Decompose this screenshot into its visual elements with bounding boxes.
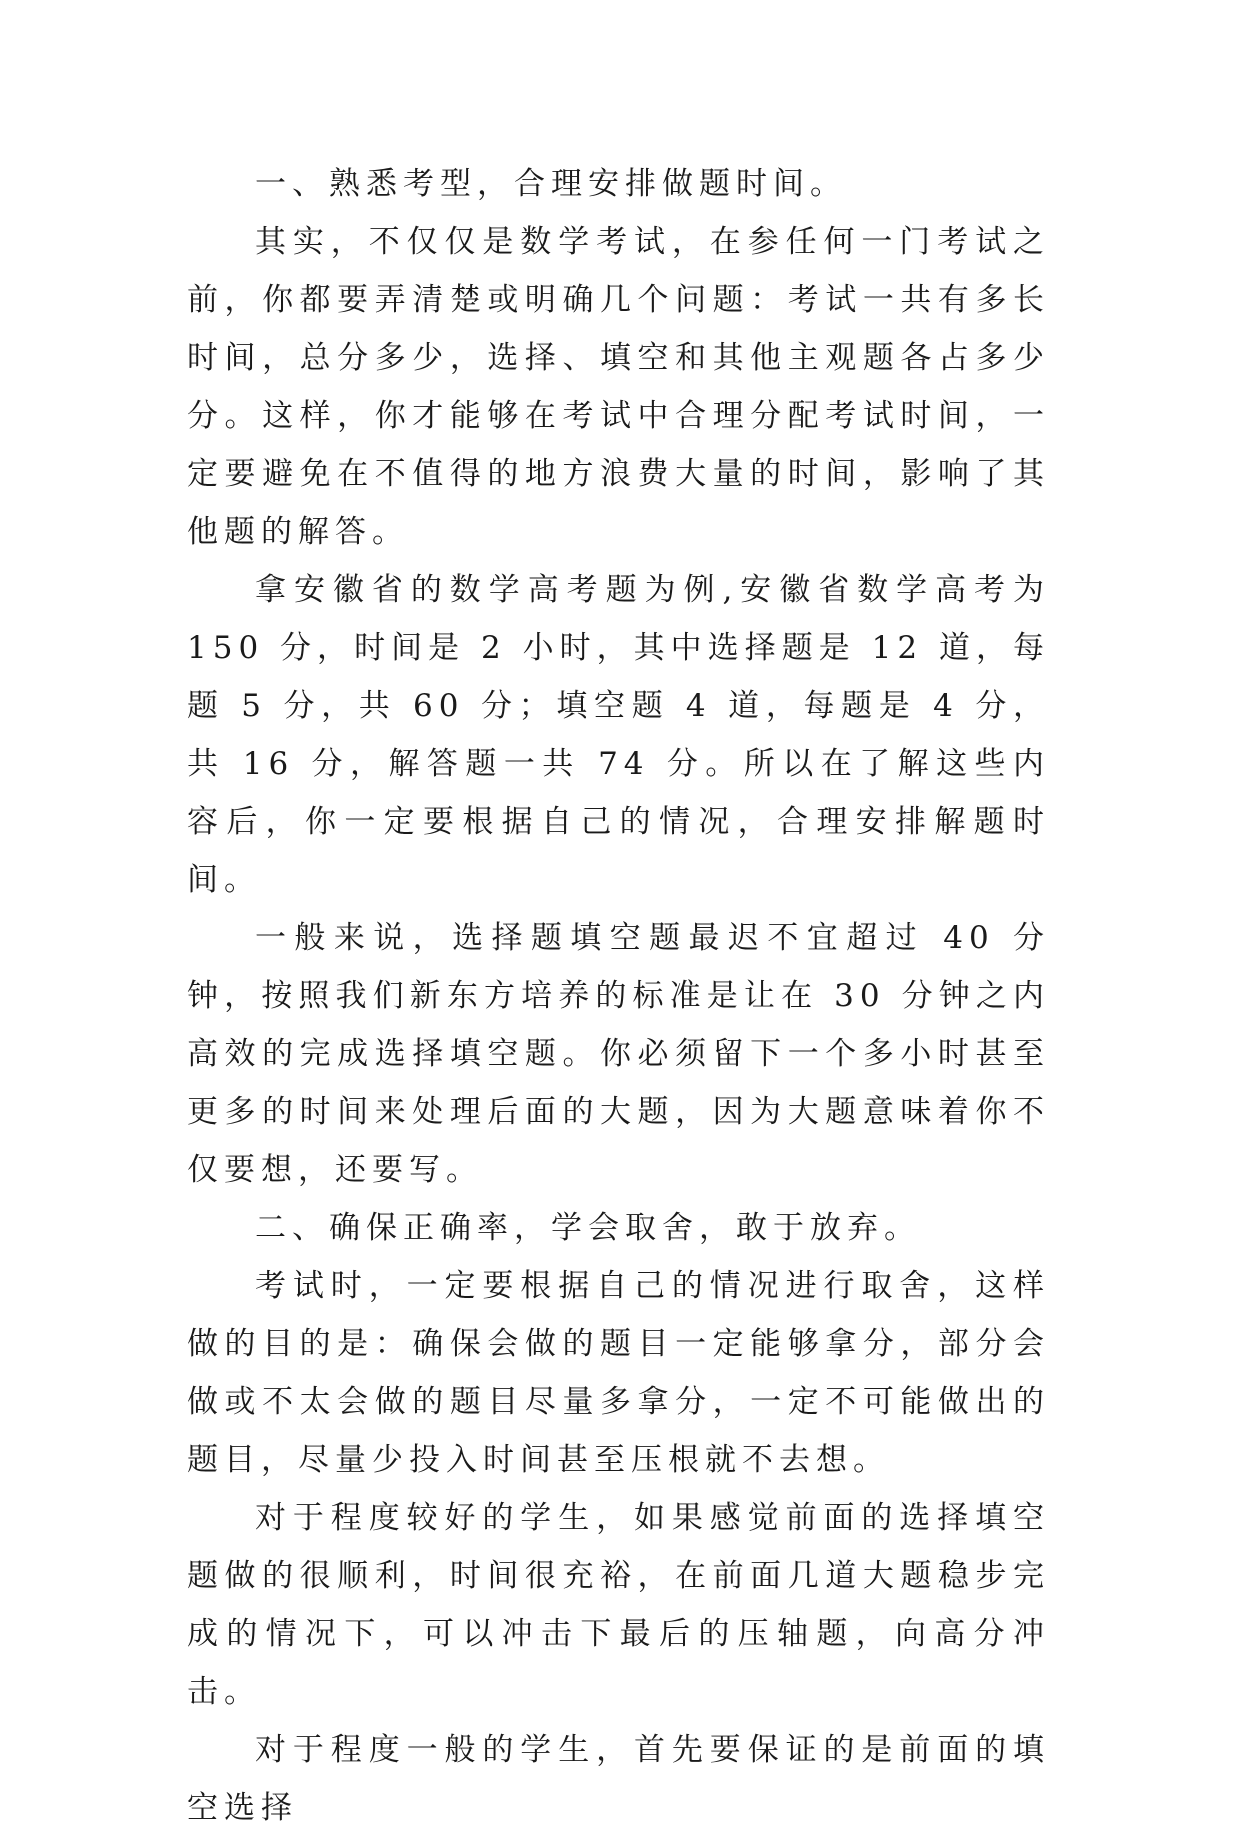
section-heading-1: 一、熟悉考型，合理安排做题时间。 <box>255 166 847 202</box>
paragraph: 考试时，一定要根据自己的情况进行取舍，这样做的目的是：确保会做的题目一定能够拿分，部分会做或不太会做的题目尽量多拿分，一定不可能做出的题目，尽量少投入时间甚至压根就不去想。 <box>187 1268 1050 1478</box>
paragraph: 对于程度一般的学生，首先要保证的是前面的填空选择 <box>187 1732 1050 1826</box>
paragraph: 其实，不仅仅是数学考试，在参任何一门考试之前，你都要弄清楚或明确几个问题：考试一共有多长时间，总分多少，选择、填空和其他主观题各占多少分。这样，你才能够在考试中合理分配考试时间，一定要避免在不值得的地方浪费大量的时间，影响了其他题的解答。 <box>187 224 1050 550</box>
document-body <box>187 155 1050 1837</box>
paragraph: 拿安徽省的数学高考题为例,安徽省数学高考为 150 分，时间是 2 小时，其中选择题是 12 道，每题 5 分，共 60 分；填空题 4 道，每题是 4 分，共 16 分，解答题一共 74 分。所以在了解这些内容后，你一定要根据自己的情况，合理安排解题时间。 <box>187 572 1050 898</box>
paragraph: 一般来说，选择题填空题最迟不宜超过 40 分钟，按照我们新东方培养的标准是让在 30 分钟之内高效的完成选择填空题。你必须留下一个多小时甚至更多的时间来处理后面的大题，因为大题意味着你不仅要想，还要写。 <box>187 920 1050 1188</box>
section-heading-2: 二、确保正确率，学会取舍，敢于放弃。 <box>255 1210 921 1246</box>
paragraph: 对于程度较好的学生，如果感觉前面的选择填空题做的很顺利，时间很充裕，在前面几道大题稳步完成的情况下，可以冲击下最后的压轴题，向高分冲击。 <box>187 1500 1050 1710</box>
